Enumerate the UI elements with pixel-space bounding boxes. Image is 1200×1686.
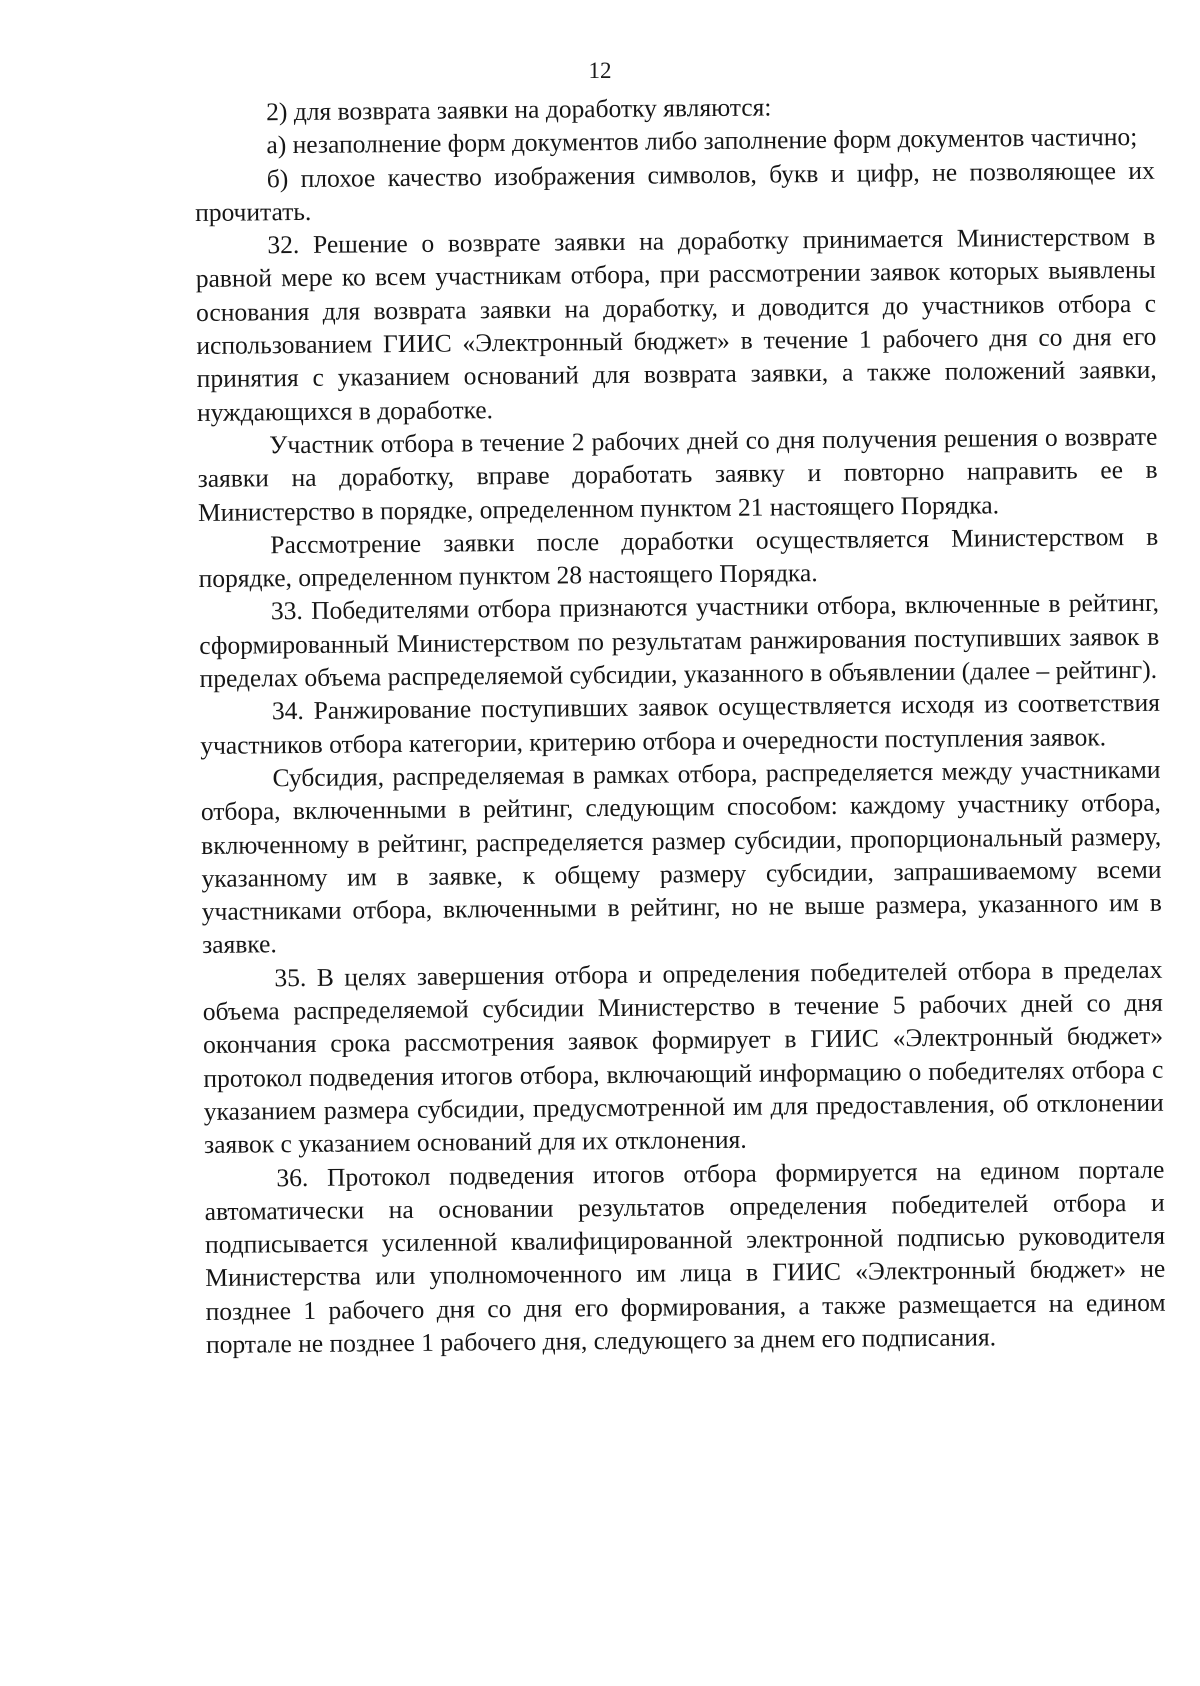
document-body xyxy=(194,87,1166,1361)
paragraph-36: 36. Протокол подведения итогов отбора формируется на едином портале автоматически на основании результатов определения победителей отбора и подписывается усиленной квалифицированной электронной подписью руководителя Министерства или уполномоченного им лица в ГИИС «Электронный бюджет» не позднее 1 рабочего дня со дня его формирования, а также размещается на едином портале не позднее 1 рабочего дня, следующего за днем его подписания. xyxy=(204,1154,1166,1359)
paragraph-34: 34. Ранжирование поступивших заявок осуществляется исходя из соответствия участников отбора категории, критерию отбора и очередности поступления заявок. xyxy=(200,688,1161,760)
paragraph-32: 32. Решение о возврате заявки на доработку принимается Министерством в равной мере ко всем участникам отбора, при рассмотрении заявок которых выявлены основания для возврата заявки на доработку, и доводится до участников отбора с использованием ГИИС «Электронный бюджет» в течение 1 рабочего дня со дня его принятия с указанием оснований для возврата заявки, а также положений заявки, нуждающихся в доработке. xyxy=(195,221,1157,427)
paragraph-participant-rework: Участник отбора в течение 2 рабочих дней со дня получения решения о возврате заявки на доработку, вправе доработать заявку и повторно направить ее в Министерство в порядке, определенном пунктом 21 настоящего Порядка. xyxy=(197,421,1158,527)
paragraph-reason-a: а) незаполнение форм документов либо заполнение форм документов частично; xyxy=(266,122,1138,160)
paragraph-33: 33. Победителями отбора признаются участники отбора, включенные в рейтинг, сформированный Министерством по результатам ранжирования поступивших заявок в пределах объема распределяемой субсидии, указанного в объявлении (далее – рейтинг). xyxy=(199,588,1160,694)
paragraph-reason-b: б) плохое качество изображения символов, букв и цифр, не позволяющее их прочитать. xyxy=(194,155,1155,227)
paragraph-review-after-rework: Рассмотрение заявки после доработки осуществляется Министерством в порядке, определенном пунктом 28 настоящего Порядка. xyxy=(198,521,1159,594)
paragraph-subsidy-distribution: Субсидия, распределяемая в рамках отбора, распределяется между участниками отбора, включенными в рейтинг, следующим способом: каждому участнику отбора, включенному в рейтинг, распределяется размер субсидии, пропорциональный размеру, указанному им в заявке, к общему размеру субсидии, запрашиваемому всеми участниками отбора, включенными в рейтинг, но не выше размера, указанного им в заявке. xyxy=(200,754,1162,960)
paragraph-reasons-for-return: 2) для возврата заявки на доработку являются: xyxy=(266,92,772,127)
paragraph-35: 35. В целях завершения отбора и определения победителей отбора в пределах объема распределяемой субсидии Министерство в течение 5 рабочих дней со дня окончания срока рассмотрения заявок формирует в ГИИС «Электронный бюджет» протокол подведения итогов отбора, включающий информацию о победителях отбора с указанием размера субсидии, предусмотренной им для предоставления, об отклонении заявок с указанием оснований для их отклонения. xyxy=(202,954,1164,1160)
page-number: 12 xyxy=(588,58,612,83)
